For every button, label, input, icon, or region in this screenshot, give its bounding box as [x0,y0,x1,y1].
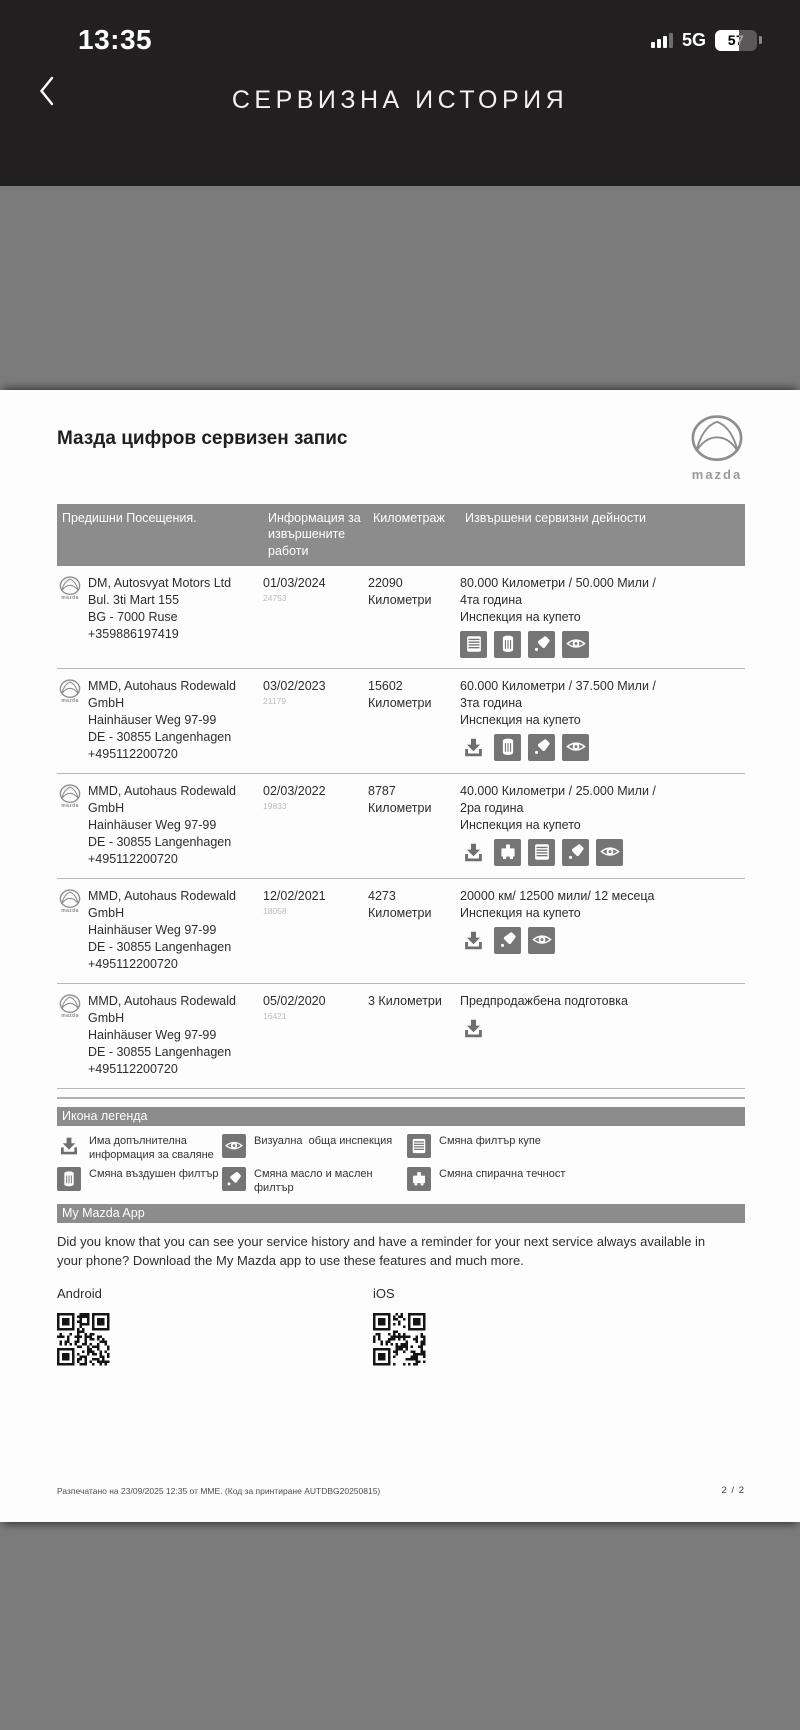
qr-code-android [57,1313,373,1371]
dealer-address: MMD, Autohaus Rodewald GmbH Hainhäuser Weg 97-99 DE - 30855 Langenhagen +495112200720 [88,783,236,866]
dealer-cell [57,575,263,658]
activities-cell [460,993,745,1078]
page-title: СЕРВИЗНА ИСТОРИЯ [231,85,569,114]
dealer-address: MMD, Autohaus Rodewald GmbH Hainhäuser Weg 97-99 DE - 30855 Langenhagen +495112200720 [88,888,236,971]
dealer-cell [57,783,263,868]
oil-icon [494,927,521,954]
legend-label: Смяна спирачна течност [439,1168,566,1181]
activities-cell [460,783,745,868]
visit-ref-number: 18058 [263,905,287,916]
activity-line: Инспекция на купето [460,609,581,624]
page-number: 2 / 2 [721,1485,745,1496]
service-icons [460,1015,737,1042]
mazda-dealer-icon: mazda [58,678,82,763]
mazda-dealer-icon: mazda [58,783,82,868]
cabin-filter-icon [528,839,555,866]
activity-line: 4та година [460,592,523,607]
icon-legend [57,1134,745,1196]
air-filter-icon [57,1167,81,1191]
oil-icon [222,1167,246,1191]
mileage-cell: 8787 Километри [368,783,432,815]
date-cell [263,783,368,868]
download-icon [460,1015,487,1042]
legend-item [407,1167,745,1196]
eye-icon [562,631,589,658]
mazda-dealer-icon: mazda [58,888,82,973]
legend-title-bar: Икона легенда [57,1107,745,1126]
dealer-address: MMD, Autohaus Rodewald GmbH Hainhäuser Weg 97-99 DE - 30855 Langenhagen +495112200720 [88,678,236,761]
table-header [57,504,745,566]
eye-icon [222,1134,246,1158]
service-icons [460,631,737,658]
brake-fluid-icon [407,1167,431,1191]
mileage-cell: 22090 Километри [368,575,432,607]
visit-ref-number: 19833 [263,800,287,811]
activities-cell [460,575,745,658]
activity-line: 60.000 Километри / 37.500 Мили / [460,678,656,693]
visit-date: 02/03/2022 [263,783,326,798]
table-row [57,566,745,669]
app-section-title-bar: My Mazda App [57,1204,745,1223]
activity-line: Инспекция на купето [460,905,581,920]
phone-header [0,0,800,186]
app-platforms [57,1286,745,1371]
activity-line: 80.000 Километри / 50.000 Мили / [460,575,656,590]
signal-strength-icon [651,32,673,48]
network-type: 5G [681,29,706,50]
visit-date: 12/02/2021 [263,888,326,903]
col-header-activities: Извършени сервизни дейности [465,511,646,525]
legend-item [57,1167,222,1196]
activities-cell [460,888,745,973]
section-divider [57,1097,745,1099]
mazda-dealer-icon: mazda [58,993,82,1078]
download-icon [460,839,487,866]
legend-item [222,1134,407,1163]
table-row [57,669,745,774]
download-icon [460,927,487,954]
mazda-emblem-icon [689,414,745,469]
mazda-logo [689,414,745,482]
nav-bar [0,56,800,144]
activity-line: Инспекция на купето [460,817,581,832]
oil-icon [528,631,555,658]
col-header-work-info: Информация за извършените работи [268,511,361,558]
download-icon [57,1134,81,1158]
platform-label-ios: iOS [373,1286,395,1302]
activity-line: Предпродажбена подготовка [460,993,628,1008]
visit-ref-number: 21179 [263,695,287,706]
service-icons [460,734,737,761]
oil-icon [562,839,589,866]
visit-date: 03/02/2023 [263,678,326,693]
service-icons [460,927,737,954]
brake-fluid-icon [494,839,521,866]
dealer-cell [57,888,263,973]
printed-info: Разпечатано на 23/09/2025 12:35 от MME. (Код за принтиране AUTDBG20250815) [57,1486,381,1496]
mileage-cell: 15602 Километри [368,678,432,710]
dealer-address: DM, Autosvyat Motors Ltd Bul. 3ti Mart 155 BG - 7000 Ruse +359886197419 [88,575,232,641]
qr-code-ios [373,1313,745,1371]
legend-item [57,1134,222,1163]
air-filter-icon [494,631,521,658]
activity-line: 3та година [460,695,523,710]
activities-cell [460,678,745,763]
download-icon [460,734,487,761]
document-title: Мазда цифров сервизен запис [57,428,348,449]
legend-label: Смяна филтър купе [439,1134,541,1147]
table-row [57,774,745,879]
status-bar [0,0,800,56]
activity-line: 40.000 Километри / 25.000 Мили / [460,783,656,798]
service-icons [460,839,737,866]
legend-label: Има допълнителна информация за сваляне [89,1134,214,1161]
pdf-page [0,390,800,1522]
date-cell [263,575,368,658]
battery-percent: 57 [727,32,745,48]
legend-item [407,1134,745,1163]
table-row [57,984,745,1089]
app-promo-text: Did you know that you can see your service history and have a reminder for your next service always available in your phone? Download the My Mazda app to use these features and much more. [57,1233,706,1268]
mazda-wordmark: mazda [691,467,743,482]
eye-icon [562,734,589,761]
mileage-cell: 4273 Километри [368,888,432,920]
legend-label: Смяна въздушен филтър [89,1168,219,1181]
oil-icon [528,734,555,761]
chevron-left-icon [38,75,55,110]
back-button[interactable] [38,70,72,114]
dealer-cell [57,993,263,1078]
table-row [57,879,745,984]
pdf-viewer[interactable] [0,186,800,1522]
air-filter-icon [494,734,521,761]
platform-label-android: Android [57,1286,102,1302]
mileage-cell: 3 Километри [368,993,442,1008]
activity-line: Инспекция на купето [460,712,581,727]
cabin-filter-icon [460,631,487,658]
date-cell [263,888,368,973]
visits-body [57,566,745,1089]
date-cell [263,993,368,1078]
pdf-page-gap [0,186,800,390]
eye-icon [528,927,555,954]
activity-line: 2ра година [460,800,524,815]
status-time: 13:35 [78,24,153,55]
legend-label: Визуална обща инспекция [254,1134,393,1147]
battery-icon [715,30,757,51]
date-cell [263,678,368,763]
legend-label: Смяна масло и маслен филтър [254,1168,376,1194]
dealer-cell [57,678,263,763]
col-header-visits: Предишни Посещения. [62,511,197,525]
document-footer [57,1485,745,1496]
visit-date: 01/03/2024 [263,575,326,590]
mazda-dealer-icon: mazda [58,575,82,658]
visit-date: 05/02/2020 [263,993,326,1008]
legend-item [222,1167,407,1196]
eye-icon [596,839,623,866]
activity-line: 20000 км/ 12500 мили/ 12 месеца [460,888,655,903]
dealer-address: MMD, Autohaus Rodewald GmbH Hainhäuser Weg 97-99 DE - 30855 Langenhagen +495112200720 [88,993,236,1076]
visit-ref-number: 16421 [263,1010,287,1021]
cabin-filter-icon [407,1134,431,1158]
visit-ref-number: 24753 [263,592,287,603]
col-header-mileage: Километраж [373,511,445,525]
